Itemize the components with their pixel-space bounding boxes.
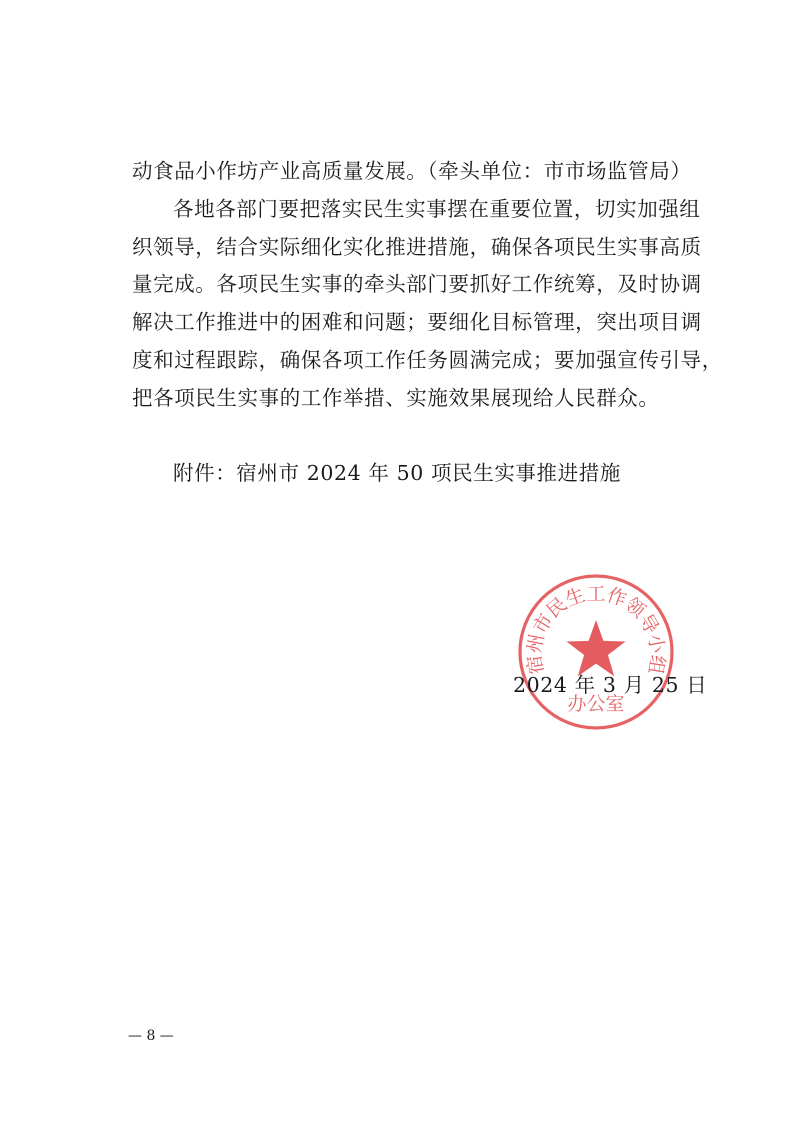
page-number: — 8 —: [128, 1028, 174, 1044]
paragraph-line: 把各项民生实事的工作举措、实施效果展现给人民群众。: [132, 385, 660, 410]
body-text: [132, 153, 723, 492]
attachment-line: 附件：宿州市 2024 年 50 项民生实事推进措施: [173, 460, 621, 485]
paragraph-line: 各地各部门要把落实民生实事摆在重要位置，切实加强组: [173, 196, 701, 221]
paragraph-line: 量完成。各项民生实事的牵头部门要抓好工作统筹，及时协调: [132, 272, 702, 297]
official-seal: [516, 572, 676, 732]
paragraph-line: 动食品小作坊产业高质量发展。（牵头单位：市市场监管局）: [132, 159, 692, 183]
paragraph-line: 度和过程跟踪，确保各项工作任务圆满完成；要加强宣传引导，: [132, 347, 723, 372]
svg-text:办公室: 办公室: [567, 693, 625, 715]
spacer: [132, 418, 682, 455]
document-date: 2024 年 3 月 25 日: [513, 673, 708, 697]
paragraph-line: 解决工作推进中的困难和问题；要细化目标管理，突出项目调: [132, 310, 702, 335]
svg-text:宿州市民生工作领导小组: 宿州市民生工作领导小组: [523, 582, 669, 676]
paragraph-line: 织领导，结合实际细化实化推进措施，确保各项民生实事高质: [132, 234, 702, 259]
